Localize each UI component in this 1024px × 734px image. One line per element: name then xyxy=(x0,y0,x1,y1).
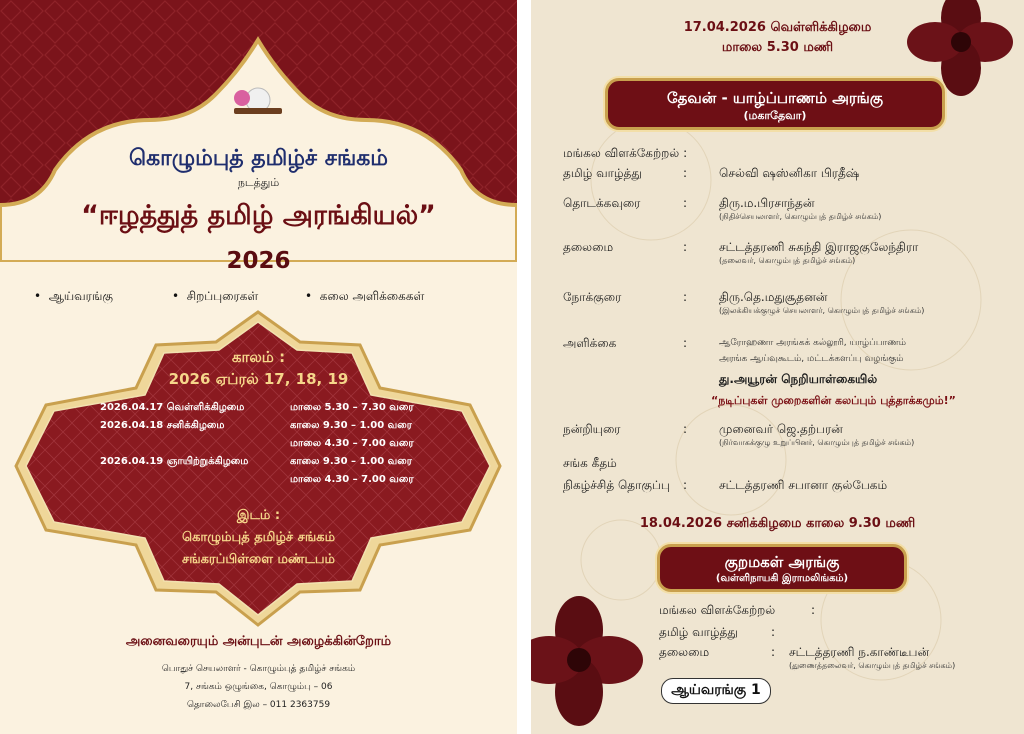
program-page xyxy=(531,0,1024,734)
program-colon: : xyxy=(683,290,688,304)
program-label: அளிக்கை xyxy=(563,336,617,350)
venue-heading: இடம் : xyxy=(236,508,281,523)
program-value: சட்டத்தரணி சபானா குல்பேகம் xyxy=(719,478,888,492)
venue-banner-2-title: குறமகள் அரங்கு xyxy=(724,553,840,571)
contact-line-3: தொலைபேசி இல – 011 2363759 xyxy=(186,700,331,710)
venue-line-2: சங்கரப்பிள்ளை மண்டபம் xyxy=(182,552,335,567)
schedule-time: காலை 9.30 – 1.00 வரை xyxy=(290,456,412,467)
venue-banner-1-sub: (மகாதேவா) xyxy=(743,109,807,122)
schedule-time: மாலை 5.30 – 7.30 வரை xyxy=(290,402,414,413)
contact-line-1: பொதுச் செயலாளர் - கொழும்புத் தமிழ்ச் சங்கம் xyxy=(161,664,356,674)
program-colon: : xyxy=(683,478,688,492)
performance-director: து.அயூரன் நெறியாள்கையில் xyxy=(719,372,878,386)
event-year: 2026 xyxy=(226,248,291,274)
venue-banner-1-title: தேவன் - யாழ்ப்பாணம் அரங்கு xyxy=(666,89,884,107)
program-label: தலைமை xyxy=(563,240,614,254)
performance-line-2: அரங்க ஆய்வுகூடம், மட்டக்களப்பு வழங்கும் xyxy=(719,354,904,364)
day2-line: 18.04.2026 சனிக்கிழமை காலை 9.30 மணி xyxy=(639,516,916,531)
time-heading: காலம் : xyxy=(231,348,286,366)
event-title: “ஈழத்துத் தமிழ் அரங்கியல்” xyxy=(81,200,436,231)
program-value: செல்வி ஷஸ்னிகா பிரதீஷ் xyxy=(719,166,860,180)
program-colon: : xyxy=(771,625,776,639)
day1-time: மாலை 5.30 மணி xyxy=(721,40,834,55)
program-colon: : xyxy=(683,422,688,436)
program-label: தமிழ் வாழ்த்து xyxy=(563,166,642,180)
program-value: திரு.ம.பிரசாந்தன் xyxy=(719,196,815,210)
program-note: (நிர்வாகக்குழு உறுப்பினர், கொழும்புத் தமிழ்ச் சங்கம்) xyxy=(719,438,915,447)
performance-quote: “நடிப்புகள் முறைகளின் கலப்பும் புத்தாக்கமும்!” xyxy=(711,394,956,407)
program-note: (தலைவர், கொழும்புத் தமிழ்ச் சங்கம்) xyxy=(719,256,856,265)
society-name: கொழும்புத் தமிழ்ச் சங்கம் xyxy=(128,146,388,171)
program-value: முனைவர் ஜெ.தற்பரன் xyxy=(719,422,843,436)
conducts-label: நடத்தும் xyxy=(237,176,280,189)
feature-item: • கலை அளிக்கைகள் xyxy=(305,289,425,303)
program-label: தமிழ் வாழ்த்து xyxy=(659,625,738,639)
program-label: நோக்குரை xyxy=(563,290,622,304)
schedule-time: காலை 9.30 – 1.00 வரை xyxy=(290,420,412,431)
program-colon: : xyxy=(683,240,688,254)
program-colon: : xyxy=(683,336,688,350)
venue-banner-2-sub: (வள்ளிநாயகி இராமலிங்கம்) xyxy=(715,573,849,584)
invitation-line: அனைவரையும் அன்புடன் அழைக்கின்றோம் xyxy=(125,634,392,649)
program-note: (இலக்கியக்குழுச் செயலாளர், கொழும்புத் தமிழ்ச் சங்கம்) xyxy=(719,306,925,315)
program-value: சட்டத்தரணி ந.காண்டீபன் xyxy=(789,645,930,659)
venue-line-1: கொழும்புத் தமிழ்ச் சங்கம் xyxy=(181,530,336,545)
program-label: சங்க கீதம் xyxy=(563,456,617,470)
contact-line-2: 7, சங்கம் ஒழுங்கை, கொழும்பு – 06 xyxy=(184,682,333,692)
program-value: திரு.தெ.மதுசூதனன் xyxy=(719,290,828,304)
program-label: நிகழ்ச்சித் தொகுப்பு xyxy=(563,478,670,492)
program-label: தலைமை xyxy=(659,645,710,659)
program-note: (நிதிச்செயலாளர், கொழும்புத் தமிழ்ச் சங்கம்) xyxy=(719,212,882,221)
program-label: நன்றியுரை xyxy=(563,422,621,436)
program-note: (துணைத்தலைவர், கொழும்புத் தமிழ்ச் சங்கம்) xyxy=(789,661,956,670)
program-label: மங்கல விளக்கேற்றல் : xyxy=(563,146,688,160)
schedule-time: மாலை 4.30 – 7.00 வரை xyxy=(290,474,414,485)
program-label: தொடக்கவுரை xyxy=(563,196,641,210)
session-label: ஆய்வரங்கு 1 xyxy=(661,678,771,704)
dates-line: 2026 ஏப்ரல் 17, 18, 19 xyxy=(168,370,349,388)
program-colon: : xyxy=(771,645,776,659)
program-value: ஆரோஹணா அரங்கக் கல்லூரி, யாழ்ப்பாணம் xyxy=(719,338,906,348)
program-colon: : xyxy=(683,196,688,210)
schedule-date: 2026.04.17 வெள்ளிக்கிழமை xyxy=(100,402,245,413)
venue-banner-1 xyxy=(605,78,945,130)
schedule-date: 2026.04.19 ஞாயிற்றுக்கிழமை xyxy=(100,456,249,467)
day1-date: 17.04.2026 வெள்ளிக்கிழமை xyxy=(683,20,872,35)
feature-item: • ஆய்வரங்கு xyxy=(34,289,113,303)
program-value: சட்டத்தரணி சுகந்தி இராஜகுலேந்திரா xyxy=(719,240,919,254)
schedule-date: 2026.04.18 சனிக்கிழமை xyxy=(100,420,225,431)
venue-banner-2 xyxy=(657,544,907,592)
program-colon: : xyxy=(811,603,816,617)
schedule-time: மாலை 4.30 – 7.00 வரை xyxy=(290,438,414,449)
program-label: மங்கல விளக்கேற்றல் xyxy=(659,603,776,617)
feature-item: • சிறப்புரைகள் xyxy=(172,289,259,303)
program-colon: : xyxy=(683,166,688,180)
